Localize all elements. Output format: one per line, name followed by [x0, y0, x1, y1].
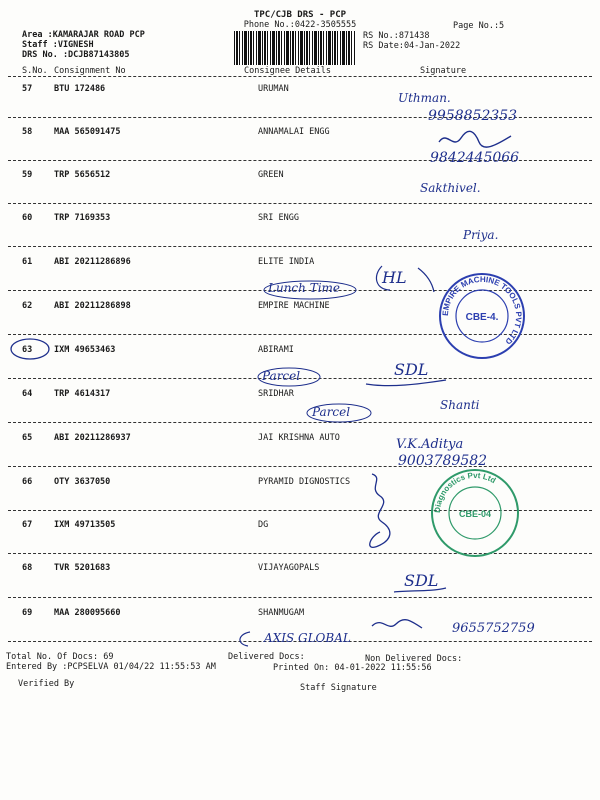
row-divider — [8, 466, 592, 467]
row-divider — [8, 246, 592, 247]
column-header-consignment: Consignment No — [54, 66, 126, 76]
row-consignee: JAI KRISHNA AUTO — [258, 433, 340, 443]
row-consignee: DG — [258, 520, 269, 530]
column-header-consignee: Consignee Details — [244, 66, 331, 76]
signature-scribble — [368, 614, 426, 640]
row-sno: 69 — [22, 608, 33, 618]
page-number: Page No.:5 — [453, 21, 505, 31]
signature-scribble — [368, 262, 440, 296]
row-consignment: TRP 4614317 — [54, 389, 111, 399]
phone-number: Phone No.:0422-3505555 — [243, 20, 357, 30]
row-consignment: ABI 20211286937 — [54, 433, 131, 443]
handwritten-note: Parcel — [312, 405, 351, 419]
row-sno: 61 — [22, 257, 33, 267]
row-consignee: ANNAMALAI ENGG — [258, 127, 330, 137]
row-sno: 68 — [22, 563, 33, 573]
handwritten-signature: Shanti — [440, 398, 480, 412]
handwritten-phone: 9655752759 — [452, 621, 535, 636]
total-docs: Total No. Of Docs: 69 — [6, 652, 114, 662]
entered-by: Entered By :PCPSELVA 01/04/22 11:55:53 AM — [6, 662, 216, 672]
note-oval — [304, 402, 374, 424]
row-sno: 62 — [22, 301, 33, 311]
handwritten-name: Priya. — [463, 228, 499, 242]
row-sno: 67 — [22, 520, 33, 530]
printed-on: Printed On: 04-01-2022 11:55:56 — [273, 663, 432, 673]
row-consignment: IXM 49653463 — [54, 345, 116, 355]
row-consignee: EMPIRE MACHINE — [258, 301, 330, 311]
signature-scribble — [360, 358, 450, 390]
delivered-docs: Delivered Docs: — [228, 652, 305, 662]
handwritten-name: Uthman. — [398, 91, 451, 105]
row-consignment: ABI 20211286898 — [54, 301, 131, 311]
row-consignee: GREEN — [258, 170, 284, 180]
barcode — [234, 31, 356, 65]
row-divider — [8, 597, 592, 598]
row-sno: 57 — [22, 84, 33, 94]
handwritten-signature: SDL — [394, 360, 429, 379]
handwritten-note: AXIS GLOBAL — [264, 631, 351, 645]
row-sno: 59 — [22, 170, 33, 180]
header-divider — [8, 76, 592, 77]
handwritten-note: Lunch Time — [268, 281, 341, 295]
company-stamp — [438, 272, 526, 360]
drs-number: DRS No. :DCJB87143805 — [22, 50, 130, 60]
row-consignee: VIJAYAGOPALS — [258, 563, 320, 573]
row-sno: 60 — [22, 213, 33, 223]
row-consignee: ELITE INDIA — [258, 257, 315, 267]
row-consignment: TRP 7169353 — [54, 213, 111, 223]
row-consignment: OTY 3637050 — [54, 477, 111, 487]
row-divider — [8, 422, 592, 423]
signature-scribble — [390, 566, 450, 596]
handwritten-phone: 9842445066 — [430, 150, 520, 166]
handwritten-signature: HL — [382, 268, 407, 287]
stamp-center-text: CBE-4. — [465, 312, 499, 323]
staff-label: Staff :VIGNESH — [22, 40, 94, 50]
handwritten-name: Sakthivel. — [420, 181, 481, 195]
signature-scribble — [362, 470, 402, 554]
row-consignment: MAA 565091475 — [54, 127, 121, 137]
signature-scribble — [232, 628, 254, 650]
non-delivered-docs: Non Delivered Docs: — [365, 654, 463, 664]
row-consignment: IXM 49713505 — [54, 520, 116, 530]
column-header-sno: S.No. — [22, 66, 48, 76]
handwritten-phone: 9003789582 — [398, 453, 488, 469]
company-stamp — [430, 468, 520, 558]
rs-number: RS No.:871438 — [363, 31, 430, 41]
handwritten-signature: SDL — [404, 571, 439, 590]
circle-mark — [8, 336, 52, 362]
stamp-ring-text: Diagnostics Pvt Ltd — [432, 470, 498, 514]
row-divider — [8, 203, 592, 204]
row-consignee: SHANMUGAM — [258, 608, 305, 618]
column-header-signature: Signature — [420, 66, 467, 76]
row-consignment: MAA 280095660 — [54, 608, 121, 618]
row-consignee: URUMAN — [258, 84, 289, 94]
row-consignment: TRP 5656512 — [54, 170, 111, 180]
handwritten-note: Parcel — [262, 369, 301, 383]
row-sno: 64 — [22, 389, 33, 399]
row-sno: 66 — [22, 477, 33, 487]
handwritten-name: V.K.Aditya — [396, 437, 464, 452]
row-consignee: PYRAMID DIGNOSTICS — [258, 477, 351, 487]
handwritten-phone: 9958852353 — [428, 108, 518, 124]
svg-text:Diagnostics Pvt Ltd — [433, 471, 497, 513]
signature-scribble — [435, 128, 515, 152]
document-title: TPC/CJB DRS - PCP — [253, 10, 347, 20]
row-consignee: ABIRAMI — [258, 345, 294, 355]
staff-signature: Staff Signature — [300, 683, 377, 693]
row-consignment: ABI 20211286896 — [54, 257, 131, 267]
row-consignee: SRI ENGG — [258, 213, 299, 223]
note-oval — [256, 366, 322, 388]
row-sno: 63 — [22, 345, 33, 355]
rs-date: RS Date:04-Jan-2022 — [363, 41, 461, 51]
row-sno: 58 — [22, 127, 33, 137]
row-consignee: SRIDHAR — [258, 389, 294, 399]
stamp-ring-text: EMPIRE MACHINE TOOLS PVT LTD — [440, 274, 524, 347]
row-consignment: BTU 172486 — [54, 84, 106, 94]
area-label: Area :KAMARAJAR ROAD PCP — [22, 30, 145, 40]
verified-by: Verified By — [18, 679, 75, 689]
note-oval — [262, 279, 358, 301]
row-sno: 65 — [22, 433, 33, 443]
row-consignment: TVR 5201683 — [54, 563, 111, 573]
stamp-center-text: CBE-04 — [458, 509, 492, 519]
